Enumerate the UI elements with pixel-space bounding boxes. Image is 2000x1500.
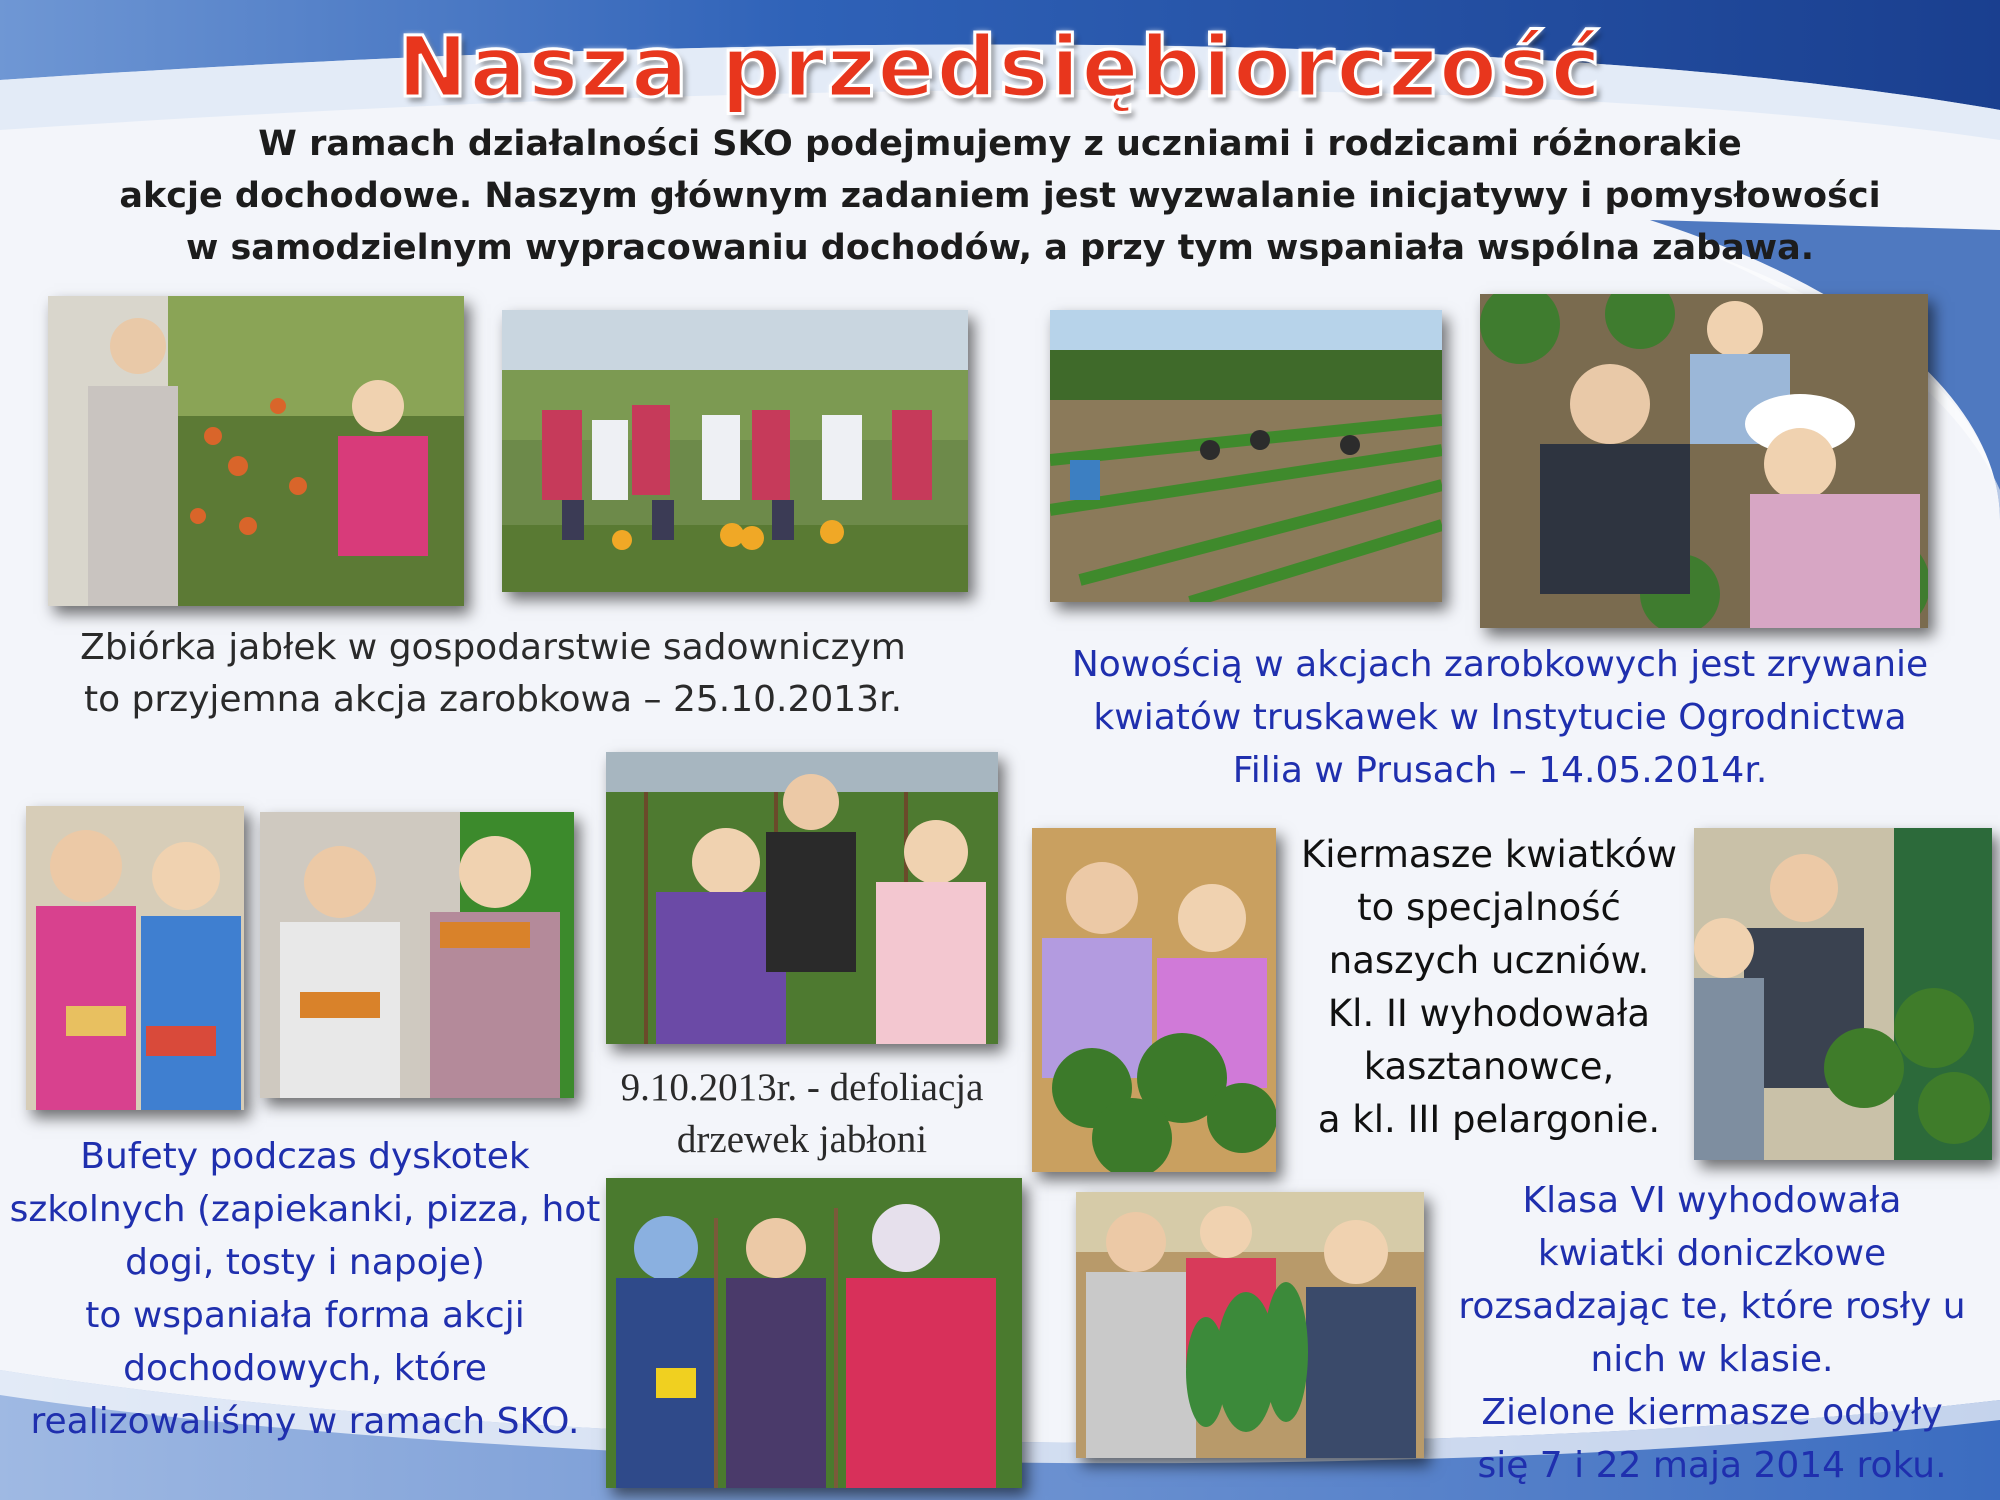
photo-strawberry-field [1050,310,1442,602]
caption-line: Zielone kiermasze odbyły [1481,1392,1943,1433]
caption-buffets [0,1130,610,1448]
photo-flower-fair-boys [1694,828,1992,1160]
caption-line: a kl. III pelargonie. [1317,1098,1661,1141]
photo-flower-fair-girls [1032,828,1276,1172]
caption-line: kasztanowce, [1363,1045,1615,1088]
caption-line: to przyjemna akcja zarobkowa – 25.10.2013r. [83,679,903,720]
caption-class-six [1424,1174,2000,1492]
intro-line: akcje dochodowe. Naszym głównym zadaniem jest wyzwalanie inicjatywy i pomysłowości [119,176,1881,216]
caption-line: to specjalność [1357,886,1621,929]
photo-defoliation-top [606,752,998,1044]
caption-line: to wspaniała forma akcji [85,1295,525,1336]
intro-text [80,118,1920,274]
caption-line: Bufety podczas dyskotek [80,1136,530,1177]
photo-buffet-boys [260,812,574,1098]
photo-buffet-girls [26,806,244,1110]
caption-flower-fairs [1280,828,1698,1146]
caption-line: realizowaliśmy w ramach SKO. [30,1401,580,1442]
page-title: Nasza przedsiębiorczość [397,18,1603,116]
caption-defoliation [582,1062,1022,1166]
caption-line: szkolnych (zapiekanki, pizza, hot [9,1189,601,1230]
intro-line: w samodzielnym wypracowaniu dochodów, a przy tym wspaniała wspólna zabawa. [185,228,1815,268]
photo-defoliation-bottom [606,1178,1022,1488]
caption-line: dochodowych, które [123,1348,487,1389]
caption-line: Zbiórka jabłek w gospodarstwie sadowniczym [80,627,906,668]
caption-line: 9.10.2013r. - defoliacja [620,1066,984,1109]
caption-line: Kl. II wyhodowała [1327,992,1651,1035]
photo-strawberry-girls [1480,294,1928,628]
caption-strawberry-flowers [1020,638,1980,797]
caption-line: naszych uczniów. [1328,939,1650,982]
caption-line: Kiermasze kwiatków [1301,833,1677,876]
caption-line: kwiatki doniczkowe [1537,1233,1887,1274]
caption-line: nich w klasie. [1590,1339,1834,1380]
caption-line: rozsadzając te, które rosły u [1458,1286,1966,1327]
caption-line: Filia w Prusach – 14.05.2014r. [1232,750,1768,791]
caption-line: drzewek jabłoni [676,1118,928,1161]
photo-apple-harvest-group [502,310,968,592]
caption-line: się 7 i 22 maja 2014 roku. [1477,1445,1947,1486]
caption-line: kwiatów truskawek w Instytucie Ogrodnictwa [1093,697,1907,738]
photo-apple-picking-girls [48,296,464,606]
photo-potted-plants-class [1076,1192,1424,1458]
caption-line: Nowością w akcjach zarobkowych jest zrywanie [1071,644,1929,685]
caption-line: Klasa VI wyhodowała [1522,1180,1902,1221]
caption-apple-picking [30,622,956,726]
caption-line: dogi, tosty i napoje) [125,1242,485,1283]
intro-line: W ramach działalności SKO podejmujemy z uczniami i rodzicami różnorakie [258,124,1742,164]
